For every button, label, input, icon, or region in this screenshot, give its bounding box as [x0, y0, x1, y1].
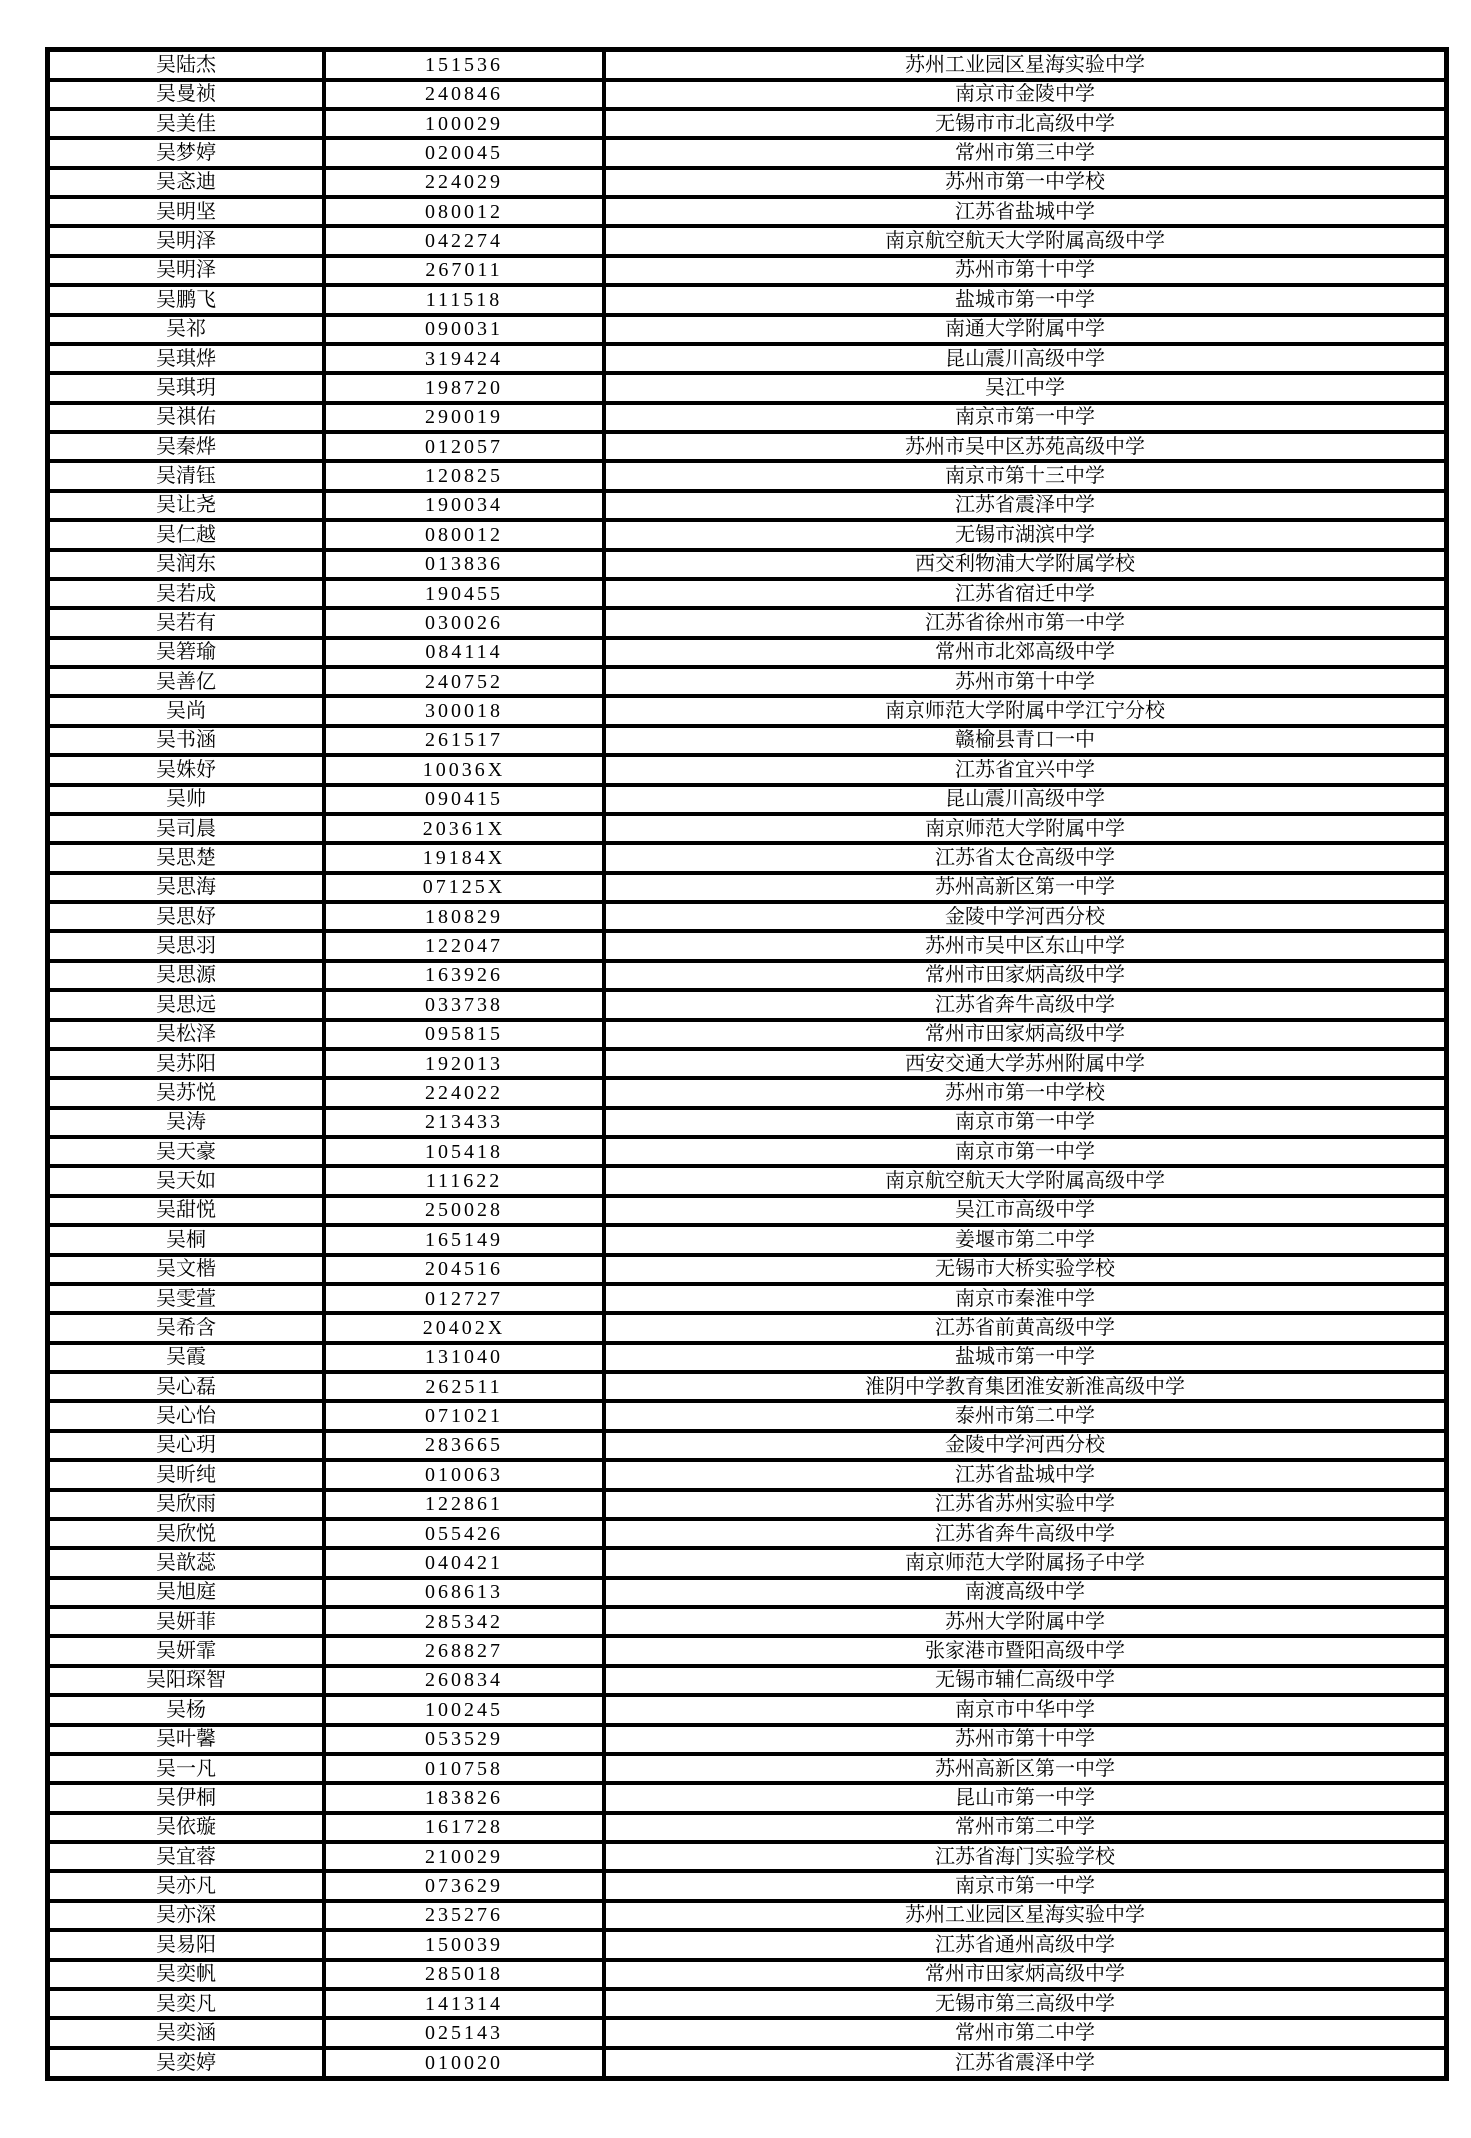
table-row — [48, 785, 1447, 814]
student-roster-table — [45, 47, 1449, 2081]
id-cell: 240846 — [324, 80, 604, 109]
id-cell: 073629 — [324, 1871, 604, 1900]
school-cell: 苏州市第十中学 — [604, 256, 1447, 285]
id-cell: 025143 — [324, 2018, 604, 2047]
table-row — [48, 1930, 1447, 1959]
name-cell: 吴思妤 — [48, 902, 325, 931]
id-cell: 100245 — [324, 1695, 604, 1724]
table-row — [48, 1313, 1447, 1342]
id-cell: 053529 — [324, 1725, 604, 1754]
id-cell: 250028 — [324, 1196, 604, 1225]
name-cell: 吴明泽 — [48, 256, 325, 285]
table-row — [48, 197, 1447, 226]
name-cell: 吴曼祯 — [48, 80, 325, 109]
table-row — [48, 1255, 1447, 1284]
id-cell: 192013 — [324, 1049, 604, 1078]
school-cell: 盐城市第一中学 — [604, 1343, 1447, 1372]
name-cell: 吴妍霏 — [48, 1636, 325, 1665]
id-cell: 268827 — [324, 1636, 604, 1665]
name-cell: 吴思源 — [48, 961, 325, 990]
name-cell: 吴桐 — [48, 1225, 325, 1254]
school-cell: 江苏省盐城中学 — [604, 197, 1447, 226]
table-row — [48, 755, 1447, 784]
name-cell: 吴松泽 — [48, 1020, 325, 1049]
id-cell: 084114 — [324, 638, 604, 667]
school-cell: 南京市第十三中学 — [604, 461, 1447, 490]
name-cell: 吴姝妤 — [48, 755, 325, 784]
id-cell: 224029 — [324, 168, 604, 197]
id-cell: 183826 — [324, 1783, 604, 1812]
table-row — [48, 1548, 1447, 1577]
school-cell: 南渡高级中学 — [604, 1578, 1447, 1607]
school-cell: 江苏省徐州市第一中学 — [604, 608, 1447, 637]
school-cell: 无锡市大桥实验学校 — [604, 1255, 1447, 1284]
school-cell: 江苏省宿迁中学 — [604, 579, 1447, 608]
school-cell: 无锡市第三高级中学 — [604, 1989, 1447, 2018]
name-cell: 吴清钰 — [48, 461, 325, 490]
id-cell: 240752 — [324, 667, 604, 696]
id-cell: 19184X — [324, 843, 604, 872]
school-cell: 江苏省太仓高级中学 — [604, 843, 1447, 872]
table-row — [48, 579, 1447, 608]
table-row — [48, 1225, 1447, 1254]
table-row — [48, 931, 1447, 960]
id-cell: 290019 — [324, 403, 604, 432]
table-row — [48, 1842, 1447, 1871]
school-cell: 淮阴中学教育集团淮安新淮高级中学 — [604, 1372, 1447, 1401]
id-cell: 285342 — [324, 1607, 604, 1636]
table-row — [48, 1137, 1447, 1166]
school-cell: 泰州市第二中学 — [604, 1401, 1447, 1430]
name-cell: 吴箬瑜 — [48, 638, 325, 667]
school-cell: 常州市田家炳高级中学 — [604, 961, 1447, 990]
name-cell: 吴霞 — [48, 1343, 325, 1372]
school-cell: 西交利物浦大学附属学校 — [604, 550, 1447, 579]
table-row — [48, 373, 1447, 402]
table-row — [48, 2018, 1447, 2047]
table-row — [48, 80, 1447, 109]
name-cell: 吴明泽 — [48, 226, 325, 255]
table-row — [48, 1666, 1447, 1695]
table-row — [48, 990, 1447, 1019]
name-cell: 吴亦凡 — [48, 1871, 325, 1900]
school-cell: 南京航空航天大学附属高级中学 — [604, 226, 1447, 255]
school-cell: 常州市第二中学 — [604, 1813, 1447, 1842]
id-cell: 150039 — [324, 1930, 604, 1959]
table-row — [48, 638, 1447, 667]
id-cell: 040421 — [324, 1548, 604, 1577]
school-cell: 西安交通大学苏州附属中学 — [604, 1049, 1447, 1078]
table-row — [48, 902, 1447, 931]
name-cell: 吴天如 — [48, 1166, 325, 1195]
id-cell: 210029 — [324, 1842, 604, 1871]
table-row — [48, 843, 1447, 872]
table-row — [48, 403, 1447, 432]
id-cell: 068613 — [324, 1578, 604, 1607]
school-cell: 昆山震川高级中学 — [604, 344, 1447, 373]
school-cell: 姜堰市第二中学 — [604, 1225, 1447, 1254]
name-cell: 吴司晨 — [48, 814, 325, 843]
id-cell: 224022 — [324, 1078, 604, 1107]
id-cell: 180829 — [324, 902, 604, 931]
school-cell: 盐城市第一中学 — [604, 285, 1447, 314]
table-row — [48, 1284, 1447, 1313]
name-cell: 吴叶馨 — [48, 1725, 325, 1754]
name-cell: 吴妍菲 — [48, 1607, 325, 1636]
id-cell: 283665 — [324, 1431, 604, 1460]
school-cell: 常州市第二中学 — [604, 2018, 1447, 2047]
school-cell: 南通大学附属中学 — [604, 315, 1447, 344]
school-cell: 江苏省震泽中学 — [604, 491, 1447, 520]
name-cell: 吴心玥 — [48, 1431, 325, 1460]
name-cell: 吴奕凡 — [48, 1989, 325, 2018]
table-row — [48, 1695, 1447, 1724]
table-row — [48, 696, 1447, 725]
id-cell: 012727 — [324, 1284, 604, 1313]
school-cell: 江苏省通州高级中学 — [604, 1930, 1447, 1959]
id-cell: 122047 — [324, 931, 604, 960]
school-cell: 昆山市第一中学 — [604, 1783, 1447, 1812]
id-cell: 190034 — [324, 491, 604, 520]
id-cell: 319424 — [324, 344, 604, 373]
school-cell: 南京市金陵中学 — [604, 80, 1447, 109]
name-cell: 吴明坚 — [48, 197, 325, 226]
school-cell: 金陵中学河西分校 — [604, 1431, 1447, 1460]
table-row — [48, 1020, 1447, 1049]
name-cell: 吴心磊 — [48, 1372, 325, 1401]
name-cell: 吴美佳 — [48, 109, 325, 138]
id-cell: 100029 — [324, 109, 604, 138]
id-cell: 261517 — [324, 726, 604, 755]
table-row — [48, 873, 1447, 902]
school-cell: 南京市第一中学 — [604, 1108, 1447, 1137]
school-cell: 苏州市第一中学校 — [604, 1078, 1447, 1107]
id-cell: 080012 — [324, 520, 604, 549]
name-cell: 吴苏悦 — [48, 1078, 325, 1107]
school-cell: 江苏省宜兴中学 — [604, 755, 1447, 784]
id-cell: 161728 — [324, 1813, 604, 1842]
table-row — [48, 1049, 1447, 1078]
school-cell: 吴江市高级中学 — [604, 1196, 1447, 1225]
name-cell: 吴若有 — [48, 608, 325, 637]
id-cell: 262511 — [324, 1372, 604, 1401]
table-row — [48, 550, 1447, 579]
school-cell: 江苏省海门实验学校 — [604, 1842, 1447, 1871]
school-cell: 苏州市第十中学 — [604, 667, 1447, 696]
table-row — [48, 1607, 1447, 1636]
name-cell: 吴忞迪 — [48, 168, 325, 197]
id-cell: 095815 — [324, 1020, 604, 1049]
id-cell: 055426 — [324, 1519, 604, 1548]
id-cell: 122861 — [324, 1490, 604, 1519]
table-row — [48, 1078, 1447, 1107]
name-cell: 吴伊桐 — [48, 1783, 325, 1812]
name-cell: 吴梦婷 — [48, 138, 325, 167]
table-row — [48, 109, 1447, 138]
table-row — [48, 1754, 1447, 1783]
table-row — [48, 1431, 1447, 1460]
school-cell: 江苏省盐城中学 — [604, 1460, 1447, 1489]
name-cell: 吴阳琛智 — [48, 1666, 325, 1695]
table-row — [48, 1460, 1447, 1489]
id-cell: 165149 — [324, 1225, 604, 1254]
school-cell: 江苏省震泽中学 — [604, 2048, 1447, 2079]
table-row — [48, 1813, 1447, 1842]
school-cell: 苏州工业园区星海实验中学 — [604, 1901, 1447, 1930]
name-cell: 吴思海 — [48, 873, 325, 902]
id-cell: 267011 — [324, 256, 604, 285]
id-cell: 235276 — [324, 1901, 604, 1930]
table-row — [48, 50, 1447, 80]
table-row — [48, 1108, 1447, 1137]
name-cell: 吴昕纯 — [48, 1460, 325, 1489]
school-cell: 苏州高新区第一中学 — [604, 1754, 1447, 1783]
table-row — [48, 168, 1447, 197]
id-cell: 010063 — [324, 1460, 604, 1489]
name-cell: 吴涛 — [48, 1108, 325, 1137]
name-cell: 吴琪玥 — [48, 373, 325, 402]
id-cell: 285018 — [324, 1960, 604, 1989]
school-cell: 苏州市第一中学校 — [604, 168, 1447, 197]
id-cell: 131040 — [324, 1343, 604, 1372]
school-cell: 苏州市第十中学 — [604, 1725, 1447, 1754]
name-cell: 吴奕涵 — [48, 2018, 325, 2047]
school-cell: 苏州大学附属中学 — [604, 1607, 1447, 1636]
school-cell: 吴江中学 — [604, 373, 1447, 402]
table-row — [48, 1519, 1447, 1548]
school-cell: 南京市秦淮中学 — [604, 1284, 1447, 1313]
id-cell: 163926 — [324, 961, 604, 990]
name-cell: 吴旭庭 — [48, 1578, 325, 1607]
table-row — [48, 1636, 1447, 1665]
id-cell: 190455 — [324, 579, 604, 608]
id-cell: 020045 — [324, 138, 604, 167]
id-cell: 213433 — [324, 1108, 604, 1137]
name-cell: 吴依璇 — [48, 1813, 325, 1842]
name-cell: 吴思远 — [48, 990, 325, 1019]
school-cell: 无锡市市北高级中学 — [604, 109, 1447, 138]
name-cell: 吴文楷 — [48, 1255, 325, 1284]
name-cell: 吴润东 — [48, 550, 325, 579]
school-cell: 无锡市湖滨中学 — [604, 520, 1447, 549]
name-cell: 吴书涵 — [48, 726, 325, 755]
id-cell: 204516 — [324, 1255, 604, 1284]
table-row — [48, 667, 1447, 696]
id-cell: 012057 — [324, 432, 604, 461]
table-row — [48, 1783, 1447, 1812]
table-row — [48, 1196, 1447, 1225]
name-cell: 吴陆杰 — [48, 50, 325, 80]
table-row — [48, 961, 1447, 990]
id-cell: 013836 — [324, 550, 604, 579]
table-row — [48, 256, 1447, 285]
name-cell: 吴欣雨 — [48, 1490, 325, 1519]
name-cell: 吴苏阳 — [48, 1049, 325, 1078]
id-cell: 20402X — [324, 1313, 604, 1342]
table-row — [48, 1372, 1447, 1401]
name-cell: 吴思羽 — [48, 931, 325, 960]
name-cell: 吴易阳 — [48, 1930, 325, 1959]
school-cell: 昆山震川高级中学 — [604, 785, 1447, 814]
school-cell: 南京师范大学附属中学江宁分校 — [604, 696, 1447, 725]
name-cell: 吴思楚 — [48, 843, 325, 872]
school-cell: 金陵中学河西分校 — [604, 902, 1447, 931]
school-cell: 常州市田家炳高级中学 — [604, 1960, 1447, 1989]
table-row — [48, 2048, 1447, 2079]
table-row — [48, 726, 1447, 755]
table-row — [48, 491, 1447, 520]
school-cell: 常州市田家炳高级中学 — [604, 1020, 1447, 1049]
school-cell: 江苏省前黄高级中学 — [604, 1313, 1447, 1342]
name-cell: 吴宜蓉 — [48, 1842, 325, 1871]
school-cell: 常州市第三中学 — [604, 138, 1447, 167]
id-cell: 010020 — [324, 2048, 604, 2079]
school-cell: 无锡市辅仁高级中学 — [604, 1666, 1447, 1695]
table-row — [48, 344, 1447, 373]
name-cell: 吴杨 — [48, 1695, 325, 1724]
table-row — [48, 1578, 1447, 1607]
school-cell: 南京师范大学附属扬子中学 — [604, 1548, 1447, 1577]
id-cell: 120825 — [324, 461, 604, 490]
table-row — [48, 1725, 1447, 1754]
table-row — [48, 608, 1447, 637]
table-row — [48, 1401, 1447, 1430]
school-cell: 江苏省奔牛高级中学 — [604, 1519, 1447, 1548]
name-cell: 吴善亿 — [48, 667, 325, 696]
table-row — [48, 1871, 1447, 1900]
name-cell: 吴祁 — [48, 315, 325, 344]
id-cell: 071021 — [324, 1401, 604, 1430]
id-cell: 010758 — [324, 1754, 604, 1783]
name-cell: 吴琪烨 — [48, 344, 325, 373]
school-cell: 南京市第一中学 — [604, 1871, 1447, 1900]
school-cell: 江苏省奔牛高级中学 — [604, 990, 1447, 1019]
name-cell: 吴希含 — [48, 1313, 325, 1342]
name-cell: 吴奕婷 — [48, 2048, 325, 2079]
name-cell: 吴奕帆 — [48, 1960, 325, 1989]
id-cell: 111622 — [324, 1166, 604, 1195]
name-cell: 吴尚 — [48, 696, 325, 725]
name-cell: 吴雯萱 — [48, 1284, 325, 1313]
name-cell: 吴鹏飞 — [48, 285, 325, 314]
id-cell: 20361X — [324, 814, 604, 843]
table-row — [48, 814, 1447, 843]
id-cell: 198720 — [324, 373, 604, 402]
name-cell: 吴歆蕊 — [48, 1548, 325, 1577]
table-row — [48, 1166, 1447, 1195]
name-cell: 吴帅 — [48, 785, 325, 814]
school-cell: 江苏省苏州实验中学 — [604, 1490, 1447, 1519]
id-cell: 090415 — [324, 785, 604, 814]
table-row — [48, 1490, 1447, 1519]
table-row — [48, 285, 1447, 314]
name-cell: 吴仁越 — [48, 520, 325, 549]
school-cell: 南京师范大学附属中学 — [604, 814, 1447, 843]
school-cell: 苏州工业园区星海实验中学 — [604, 50, 1447, 80]
table-row — [48, 1989, 1447, 2018]
school-cell: 南京市第一中学 — [604, 1137, 1447, 1166]
school-cell: 赣榆县青口一中 — [604, 726, 1447, 755]
id-cell: 105418 — [324, 1137, 604, 1166]
id-cell: 090031 — [324, 315, 604, 344]
id-cell: 042274 — [324, 226, 604, 255]
name-cell: 吴甜悦 — [48, 1196, 325, 1225]
name-cell: 吴一凡 — [48, 1754, 325, 1783]
school-cell: 常州市北郊高级中学 — [604, 638, 1447, 667]
table-row — [48, 1343, 1447, 1372]
school-cell: 南京市中华中学 — [604, 1695, 1447, 1724]
id-cell: 300018 — [324, 696, 604, 725]
id-cell: 07125X — [324, 873, 604, 902]
name-cell: 吴欣悦 — [48, 1519, 325, 1548]
roster-table-body — [48, 50, 1447, 2079]
school-cell: 苏州市吴中区东山中学 — [604, 931, 1447, 960]
id-cell: 030026 — [324, 608, 604, 637]
table-row — [48, 138, 1447, 167]
name-cell: 吴天豪 — [48, 1137, 325, 1166]
name-cell: 吴祺佑 — [48, 403, 325, 432]
name-cell: 吴让尧 — [48, 491, 325, 520]
id-cell: 10036X — [324, 755, 604, 784]
id-cell: 141314 — [324, 1989, 604, 2018]
table-row — [48, 1960, 1447, 1989]
school-cell: 苏州高新区第一中学 — [604, 873, 1447, 902]
name-cell: 吴秦烨 — [48, 432, 325, 461]
name-cell: 吴心怡 — [48, 1401, 325, 1430]
table-row — [48, 315, 1447, 344]
school-cell: 南京航空航天大学附属高级中学 — [604, 1166, 1447, 1195]
school-cell: 南京市第一中学 — [604, 403, 1447, 432]
table-row — [48, 520, 1447, 549]
id-cell: 080012 — [324, 197, 604, 226]
school-cell: 张家港市暨阳高级中学 — [604, 1636, 1447, 1665]
id-cell: 260834 — [324, 1666, 604, 1695]
id-cell: 033738 — [324, 990, 604, 1019]
table-row — [48, 461, 1447, 490]
table-row — [48, 432, 1447, 461]
name-cell: 吴亦深 — [48, 1901, 325, 1930]
id-cell: 111518 — [324, 285, 604, 314]
id-cell: 151536 — [324, 50, 604, 80]
table-row — [48, 1901, 1447, 1930]
name-cell: 吴若成 — [48, 579, 325, 608]
school-cell: 苏州市吴中区苏苑高级中学 — [604, 432, 1447, 461]
table-row — [48, 226, 1447, 255]
